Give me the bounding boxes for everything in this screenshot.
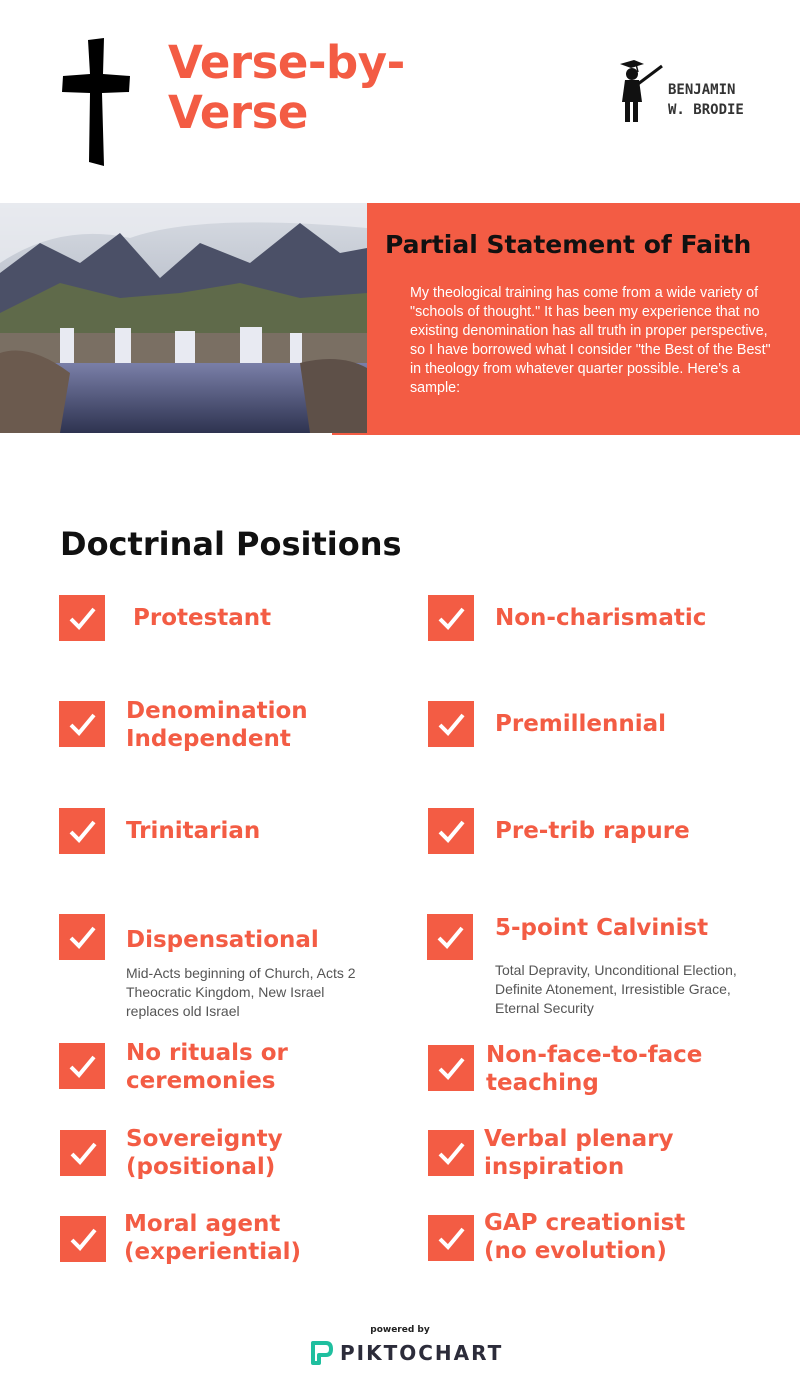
check-icon (59, 808, 105, 854)
position-label: Non-face-to-face teaching (486, 1042, 703, 1096)
check-icon (428, 808, 474, 854)
position-label: GAP creationist (no evolution) (484, 1210, 686, 1264)
cross-icon (60, 38, 132, 168)
piktochart-brand[interactable]: PIKTOCHART (340, 1341, 504, 1365)
position-label: Verbal plenary inspiration (484, 1126, 674, 1180)
statement-title: Partial Statement of Faith (385, 230, 752, 259)
position-label: Denomination Independent (126, 698, 308, 752)
piktochart-logo-icon[interactable] (310, 1340, 334, 1366)
position-detail: Mid-Acts beginning of Church, Acts 2 Theocratic Kingdom, New Israel replaces old Israel (126, 965, 356, 1019)
powered-by-text: powered by (370, 1325, 430, 1335)
position-label: No rituals or ceremonies (126, 1040, 288, 1094)
position-detail: Total Depravity, Unconditional Election, Definite Atonement, Irresistible Grace, Eternal Security (495, 962, 737, 1016)
check-icon (428, 701, 474, 747)
teacher-figure-icon (614, 58, 666, 126)
check-icon (428, 1045, 474, 1091)
page-title: Verse-by-Verse (168, 36, 405, 139)
author-name (668, 80, 778, 120)
position-label: Trinitarian (126, 818, 261, 844)
check-icon (428, 1130, 474, 1176)
position-label: Pre-trib rapure (495, 818, 690, 844)
position-label: Sovereignty (positional) (126, 1126, 283, 1180)
check-icon (59, 701, 105, 747)
check-icon (427, 914, 473, 960)
check-icon (428, 1215, 474, 1261)
position-label: Dispensational (126, 927, 319, 953)
author-first-name: BENJAMIN (668, 82, 736, 98)
check-icon (59, 595, 105, 641)
statement-body: My theological training has come from a wide variety of "schools of thought." It has been my experience that no existing denomination has all truth in proper perspective, so I have borrowed what I consider "the Best of the Best" in theology from whatever quarter possible. Here's a sample: (410, 285, 771, 396)
position-label: 5-point Calvinist (495, 915, 709, 941)
waterfall-mountain-photo (0, 203, 367, 433)
check-icon (59, 1043, 105, 1089)
position-label: Protestant (133, 605, 272, 631)
check-icon (60, 1216, 106, 1262)
position-label: Non-charismatic (495, 605, 707, 631)
check-icon (59, 914, 105, 960)
section-heading: Doctrinal Positions (60, 525, 402, 563)
position-label: Premillennial (495, 711, 667, 737)
position-label: Moral agent (experiential) (124, 1211, 302, 1265)
check-icon (60, 1130, 106, 1176)
check-icon (428, 595, 474, 641)
author-last-name: W. BRODIE (668, 102, 744, 118)
